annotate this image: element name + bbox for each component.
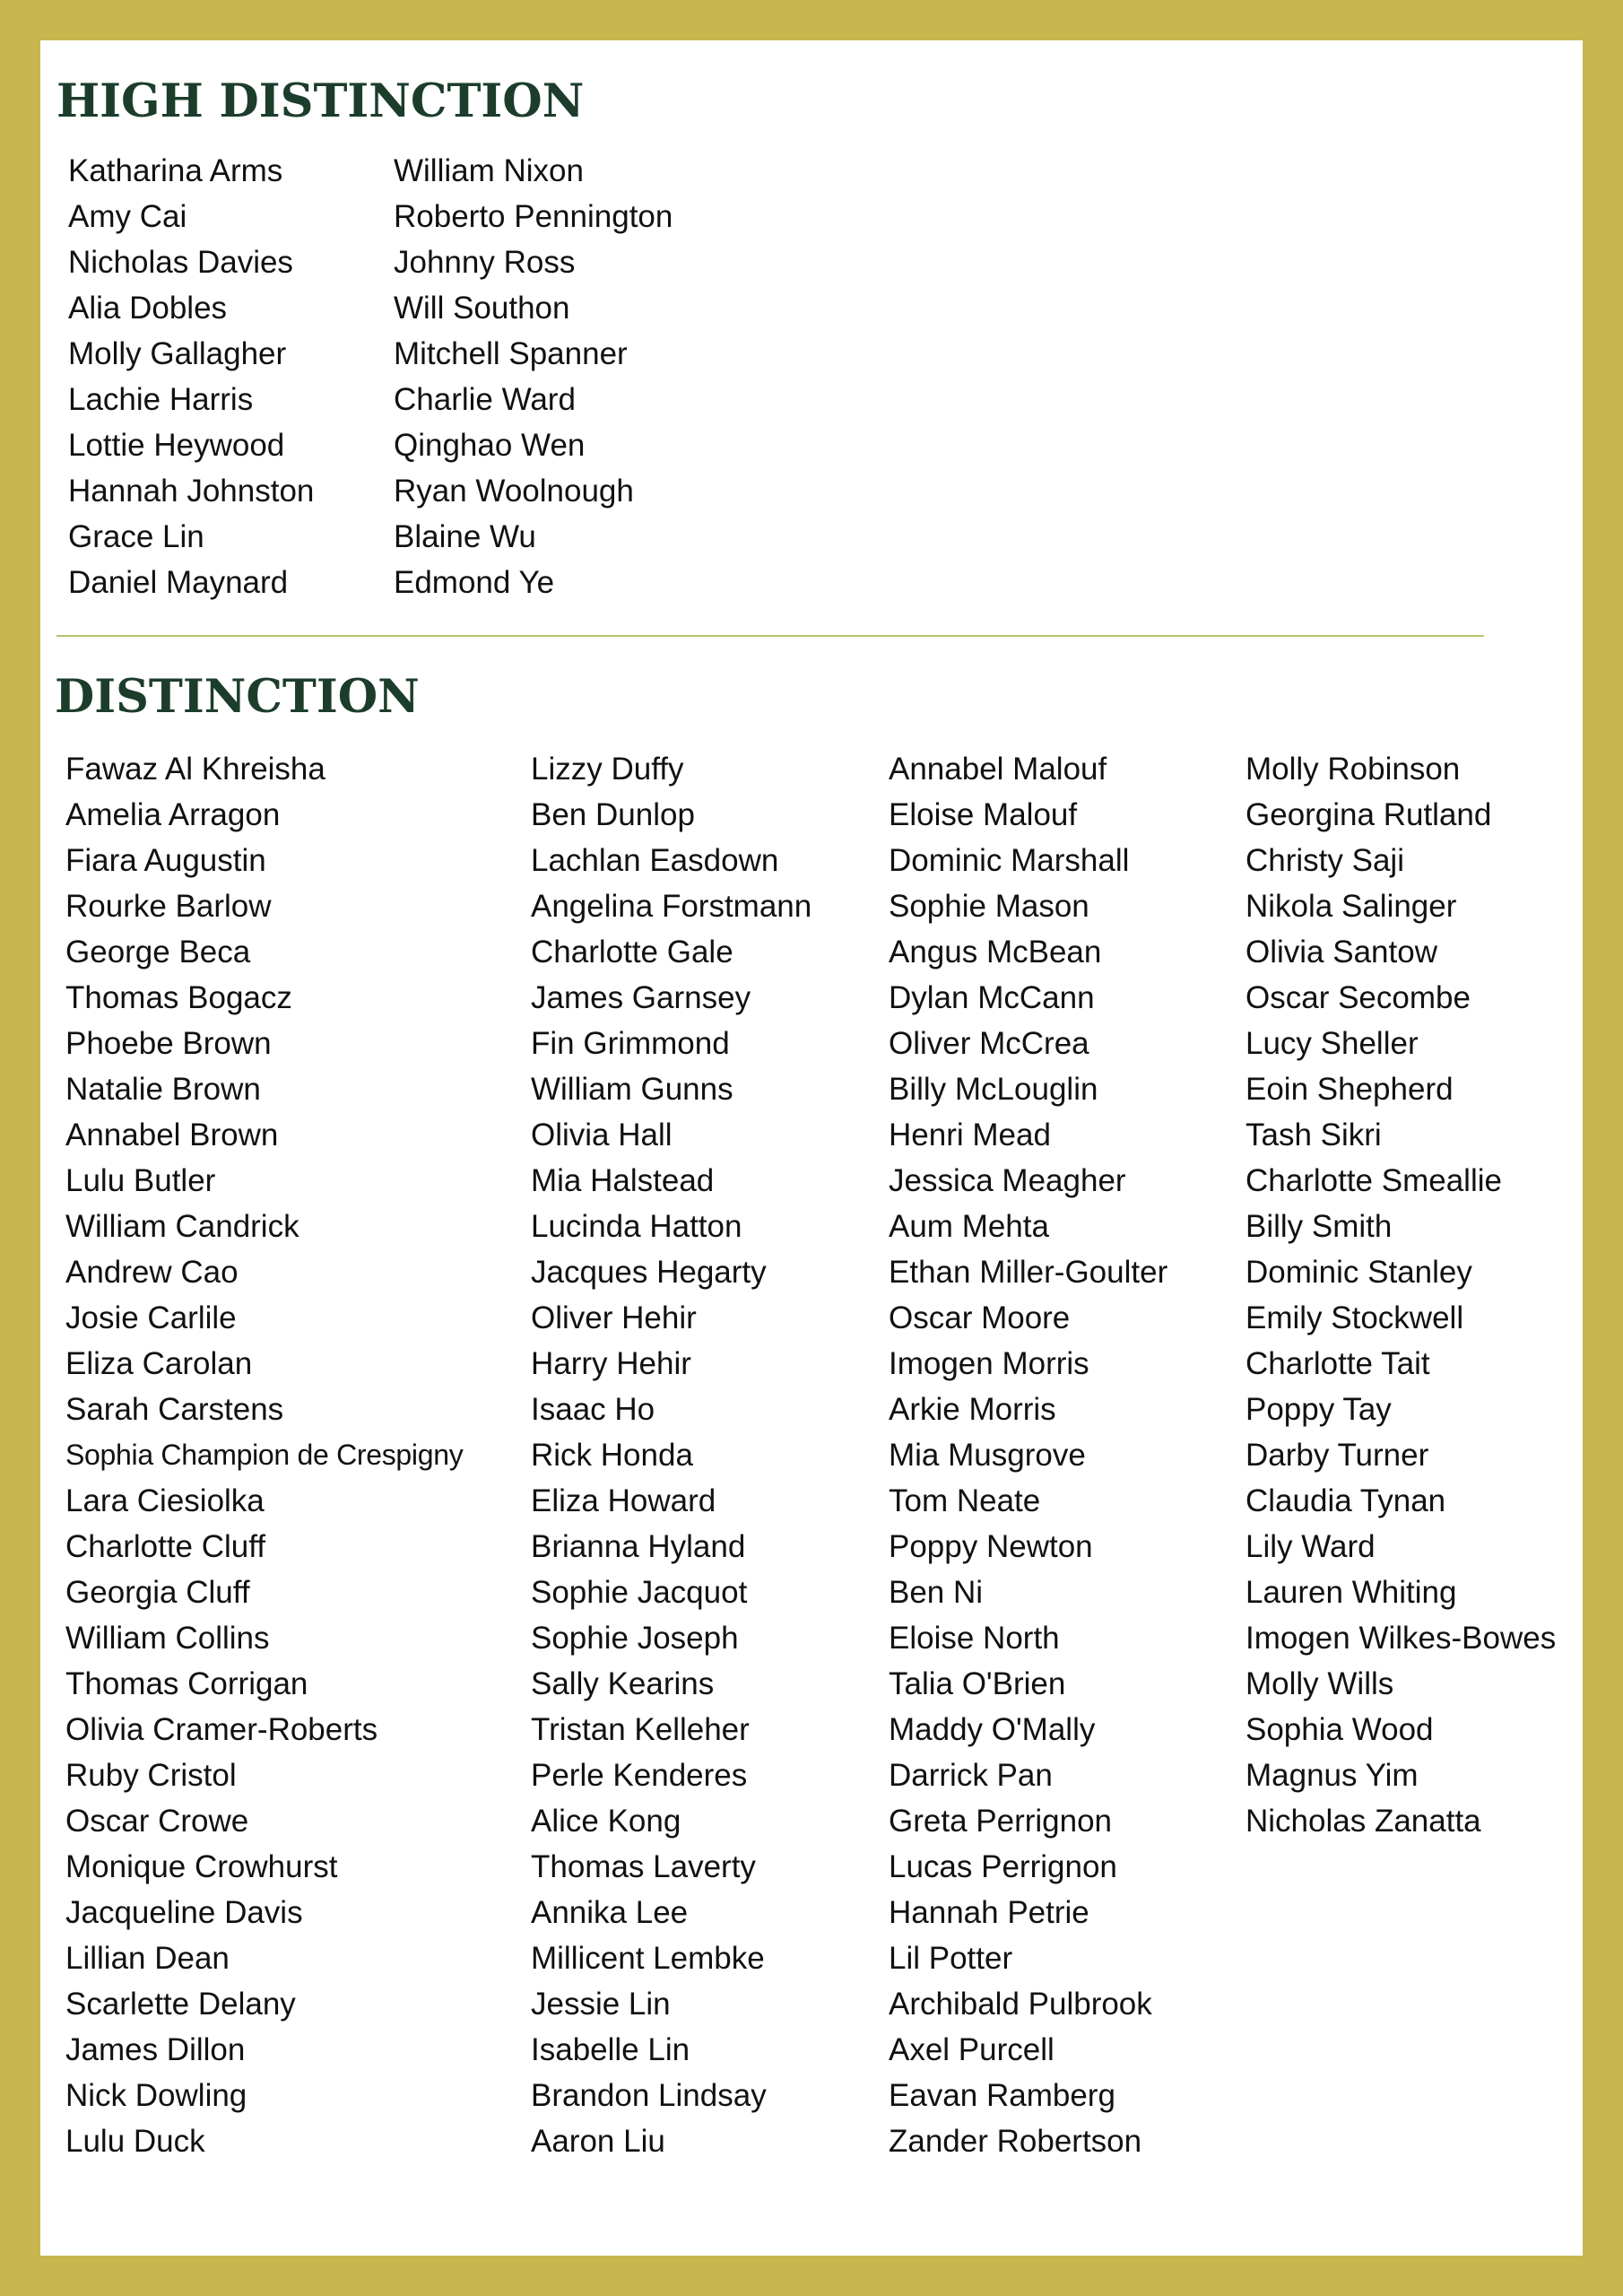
- student-name: Olivia Cramer-Roberts: [65, 1712, 378, 1747]
- student-name: Arkie Morris: [889, 1392, 1056, 1427]
- honour-roll-page: [40, 40, 1583, 2256]
- student-name: Oliver McCrea: [889, 1026, 1089, 1061]
- student-name: Fiara Augustin: [65, 843, 266, 878]
- student-name: Oliver Hehir: [531, 1300, 697, 1335]
- student-name: Aum Mehta: [889, 1209, 1049, 1244]
- student-name: Lizzy Duffy: [531, 752, 684, 787]
- student-name: Sarah Carstens: [65, 1392, 284, 1427]
- student-name: Johnny Ross: [394, 245, 576, 280]
- student-name: Charlotte Gale: [531, 935, 733, 970]
- student-name: Alia Dobles: [68, 291, 228, 326]
- student-name: Henri Mead: [889, 1118, 1051, 1152]
- student-name: William Candrick: [65, 1209, 299, 1244]
- student-name: Ethan Miller-Goulter: [889, 1255, 1168, 1290]
- student-name: Charlotte Tait: [1245, 1346, 1430, 1381]
- student-name: Eavan Ramberg: [889, 2078, 1115, 2113]
- student-name: Molly Gallagher: [68, 336, 287, 371]
- student-name: Aaron Liu: [531, 2124, 665, 2159]
- student-name: William Gunns: [531, 1072, 733, 1107]
- student-name: Mitchell Spanner: [394, 336, 628, 371]
- student-name: Rick Honda: [531, 1438, 693, 1473]
- student-name: Oscar Crowe: [65, 1804, 249, 1839]
- student-name: Dominic Stanley: [1245, 1255, 1472, 1290]
- student-name: Zander Robertson: [889, 2124, 1142, 2159]
- student-name: Thomas Bogacz: [65, 980, 292, 1015]
- student-name: Imogen Wilkes-Bowes: [1245, 1621, 1557, 1656]
- student-name: Brianna Hyland: [531, 1529, 746, 1564]
- student-name: Nicholas Davies: [68, 245, 293, 280]
- student-name: Eliza Howard: [531, 1483, 716, 1518]
- high-distinction-column-1: [68, 148, 314, 605]
- student-name: Ruby Cristol: [65, 1758, 237, 1793]
- section-divider: [56, 635, 1484, 637]
- student-name: Charlotte Smeallie: [1245, 1163, 1502, 1198]
- student-name: George Beca: [65, 935, 251, 970]
- student-name: Greta Perrignon: [889, 1804, 1113, 1839]
- student-name: Brandon Lindsay: [531, 2078, 767, 2113]
- student-name: Fawaz Al Khreisha: [65, 752, 325, 787]
- student-name: Sally Kearins: [531, 1666, 715, 1701]
- student-name: Sophia Champion de Crespigny: [65, 1439, 464, 1471]
- student-name: Will Southon: [394, 291, 570, 326]
- student-name: William Collins: [65, 1621, 270, 1656]
- student-name: Sophie Joseph: [531, 1621, 739, 1656]
- student-name: Lucinda Hatton: [531, 1209, 742, 1244]
- high-distinction-column-2: [394, 148, 673, 605]
- student-name: Angelina Forstmann: [531, 889, 812, 924]
- distinction-heading: DISTINCTION: [55, 670, 420, 724]
- student-name: Billy McLouglin: [889, 1072, 1098, 1107]
- student-name: Jacqueline Davis: [65, 1895, 303, 1930]
- student-name: Thomas Corrigan: [65, 1666, 308, 1701]
- student-name: Amelia Arragon: [65, 797, 281, 832]
- student-name: Billy Smith: [1245, 1209, 1393, 1244]
- student-name: Sophie Jacquot: [531, 1575, 748, 1610]
- student-name: Talia O'Brien: [889, 1666, 1066, 1701]
- student-name: Jacques Hegarty: [531, 1255, 767, 1290]
- student-name: Lara Ciesiolka: [65, 1483, 265, 1518]
- student-name: Ryan Woolnough: [394, 474, 634, 509]
- student-name: Lulu Duck: [65, 2124, 205, 2159]
- student-name: Fin Grimmond: [531, 1026, 730, 1061]
- student-name: Georgia Cluff: [65, 1575, 250, 1610]
- student-name: Axel Purcell: [889, 2032, 1055, 2067]
- student-name: Annabel Malouf: [889, 752, 1107, 787]
- student-name: Lottie Heywood: [68, 428, 285, 463]
- student-name: Lillian Dean: [65, 1941, 230, 1976]
- student-name: Rourke Barlow: [65, 889, 272, 924]
- student-name: Annika Lee: [531, 1895, 689, 1930]
- student-name: Edmond Ye: [394, 565, 555, 600]
- student-name: Poppy Newton: [889, 1529, 1093, 1564]
- student-name: Harry Hehir: [531, 1346, 691, 1381]
- student-name: Poppy Tay: [1245, 1392, 1392, 1427]
- student-name: Nikola Salinger: [1245, 889, 1457, 924]
- student-name: Olivia Hall: [531, 1118, 673, 1152]
- student-name: Monique Crowhurst: [65, 1849, 338, 1884]
- student-name: Eloise Malouf: [889, 797, 1078, 832]
- student-name: Oscar Moore: [889, 1300, 1071, 1335]
- distinction-column-4: [1245, 746, 1556, 1844]
- student-name: Lucy Sheller: [1245, 1026, 1419, 1061]
- student-name: Molly Robinson: [1245, 752, 1461, 787]
- student-name: Hannah Johnston: [68, 474, 315, 509]
- student-name: Isaac Ho: [531, 1392, 655, 1427]
- student-name: Nicholas Zanatta: [1245, 1804, 1481, 1839]
- student-name: Archibald Pulbrook: [889, 1987, 1152, 2022]
- student-name: Daniel Maynard: [68, 565, 289, 600]
- student-name: Imogen Morris: [889, 1346, 1089, 1381]
- student-name: Ben Dunlop: [531, 797, 695, 832]
- student-name: Tristan Kelleher: [531, 1712, 750, 1747]
- student-name: Lil Potter: [889, 1941, 1013, 1976]
- student-name: Lucas Perrignon: [889, 1849, 1117, 1884]
- student-name: Maddy O'Mally: [889, 1712, 1096, 1747]
- student-name: Annabel Brown: [65, 1118, 279, 1152]
- student-name: Emily Stockwell: [1245, 1300, 1464, 1335]
- student-name: Darby Turner: [1245, 1438, 1429, 1473]
- student-name: James Dillon: [65, 2032, 246, 2067]
- student-name: Qinghao Wen: [394, 428, 586, 463]
- student-name: Amy Cai: [68, 199, 187, 234]
- student-name: Ben Ni: [889, 1575, 984, 1610]
- student-name: Molly Wills: [1245, 1666, 1394, 1701]
- student-name: Tom Neate: [889, 1483, 1041, 1518]
- student-name: Mia Musgrove: [889, 1438, 1086, 1473]
- student-name: Andrew Cao: [65, 1255, 239, 1290]
- student-name: Katharina Arms: [68, 153, 283, 188]
- student-name: Mia Halstead: [531, 1163, 715, 1198]
- student-name: Grace Lin: [68, 519, 204, 554]
- student-name: Eliza Carolan: [65, 1346, 253, 1381]
- student-name: Alice Kong: [531, 1804, 681, 1839]
- student-name: Sophie Mason: [889, 889, 1089, 924]
- student-name: Lauren Whiting: [1245, 1575, 1457, 1610]
- student-name: Blaine Wu: [394, 519, 536, 554]
- distinction-column-3: [889, 746, 1167, 2164]
- distinction-column-1: [65, 746, 463, 2164]
- student-name: Charlotte Cluff: [65, 1529, 266, 1564]
- student-name: Christy Saji: [1245, 843, 1404, 878]
- student-name: Oscar Secombe: [1245, 980, 1471, 1015]
- student-name: Phoebe Brown: [65, 1026, 272, 1061]
- student-name: Lachie Harris: [68, 382, 254, 417]
- student-name: Tash Sikri: [1245, 1118, 1382, 1152]
- student-name: Isabelle Lin: [531, 2032, 690, 2067]
- student-name: Josie Carlile: [65, 1300, 237, 1335]
- student-name: James Garnsey: [531, 980, 751, 1015]
- student-name: Olivia Santow: [1245, 935, 1437, 970]
- student-name: Angus McBean: [889, 935, 1102, 970]
- student-name: Lulu Butler: [65, 1163, 216, 1198]
- high-distinction-heading: HIGH DISTINCTION: [56, 74, 585, 128]
- student-name: Natalie Brown: [65, 1072, 261, 1107]
- student-name: Jessie Lin: [531, 1987, 671, 2022]
- student-name: Perle Kenderes: [531, 1758, 748, 1793]
- student-name: Thomas Laverty: [531, 1849, 756, 1884]
- student-name: Millicent Lembke: [531, 1941, 765, 1976]
- student-name: Dominic Marshall: [889, 843, 1130, 878]
- student-name: Magnus Yim: [1245, 1758, 1419, 1793]
- student-name: William Nixon: [394, 153, 584, 188]
- student-name: Dylan McCann: [889, 980, 1095, 1015]
- student-name: Roberto Pennington: [394, 199, 673, 234]
- student-name: Claudia Tynan: [1245, 1483, 1446, 1518]
- student-name: Lachlan Easdown: [531, 843, 779, 878]
- distinction-column-2: [531, 746, 812, 2164]
- student-name: Eoin Shepherd: [1245, 1072, 1454, 1107]
- student-name: Eloise North: [889, 1621, 1060, 1656]
- student-name: Georgina Rutland: [1245, 797, 1492, 832]
- student-name: Lily Ward: [1245, 1529, 1376, 1564]
- student-name: Sophia Wood: [1245, 1712, 1434, 1747]
- student-name: Nick Dowling: [65, 2078, 247, 2113]
- student-name: Scarlette Delany: [65, 1987, 296, 2022]
- student-name: Hannah Petrie: [889, 1895, 1089, 1930]
- student-name: Charlie Ward: [394, 382, 576, 417]
- student-name: Jessica Meagher: [889, 1163, 1126, 1198]
- student-name: Darrick Pan: [889, 1758, 1053, 1793]
